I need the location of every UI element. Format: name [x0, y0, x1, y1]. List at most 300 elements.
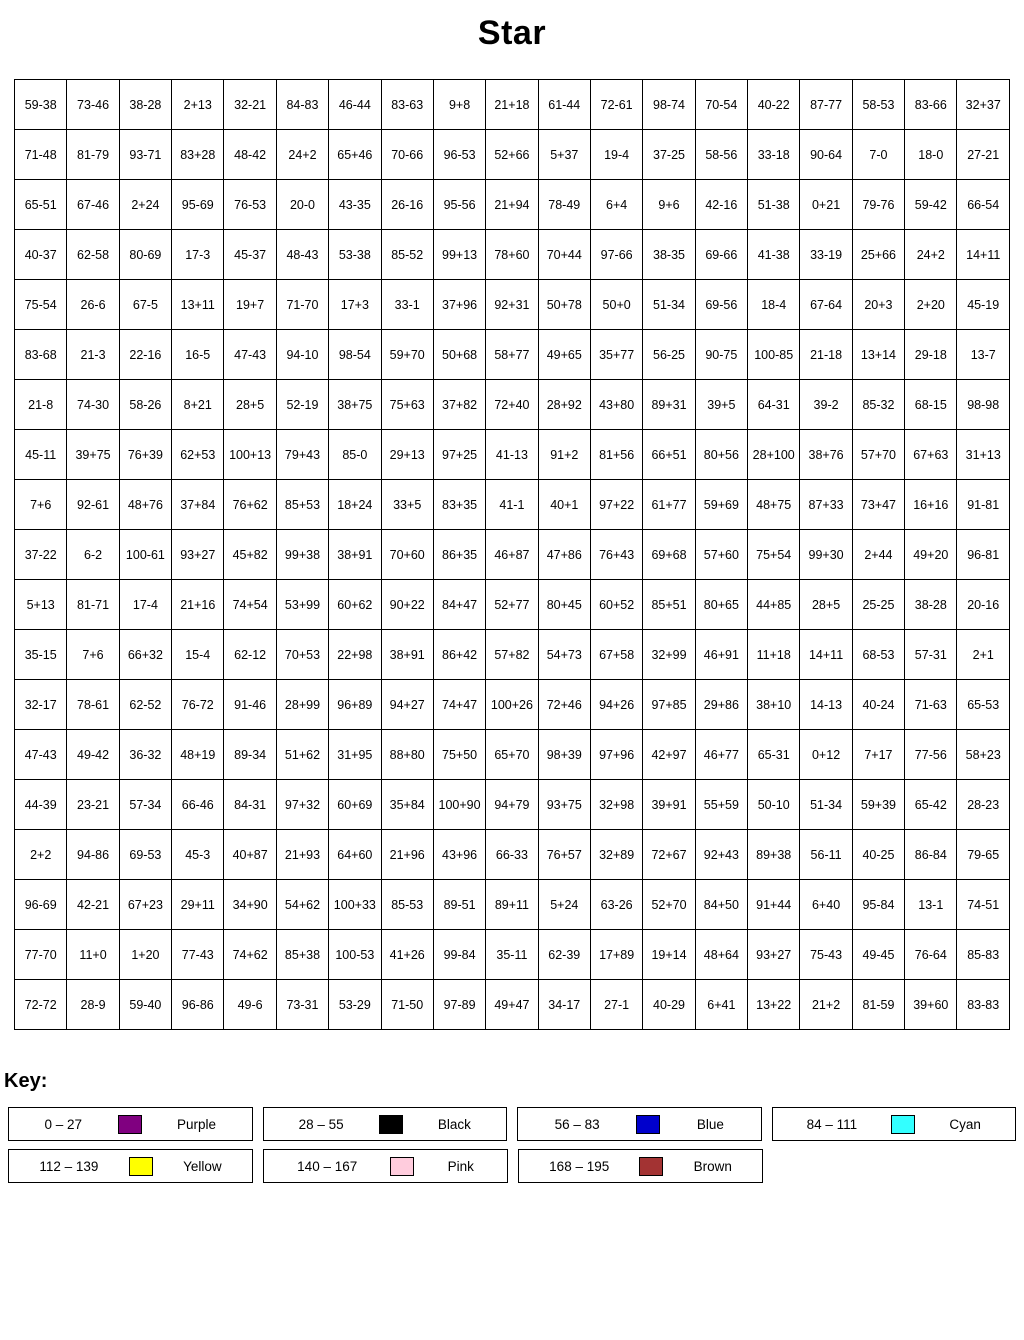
puzzle-cell: 78-49 [538, 180, 590, 230]
puzzle-grid-row [15, 130, 1010, 180]
puzzle-cell: 71-63 [905, 680, 957, 730]
puzzle-grid-row [15, 580, 1010, 630]
puzzle-cell: 58-26 [119, 380, 171, 430]
puzzle-cell: 99+30 [800, 530, 852, 580]
puzzle-cell: 35-11 [486, 930, 538, 980]
puzzle-cell: 18-0 [905, 130, 957, 180]
puzzle-cell: 88+80 [381, 730, 433, 780]
puzzle-cell: 53-29 [329, 980, 381, 1030]
puzzle-cell: 100+90 [433, 780, 485, 830]
puzzle-cell: 52+70 [643, 880, 695, 930]
puzzle-cell: 57+70 [852, 430, 904, 480]
key-spacer [773, 1149, 1016, 1183]
puzzle-cell: 83-66 [905, 80, 957, 130]
puzzle-cell: 21-18 [800, 330, 852, 380]
puzzle-cell: 96-69 [15, 880, 67, 930]
puzzle-cell: 35+84 [381, 780, 433, 830]
puzzle-cell: 81-71 [67, 580, 119, 630]
puzzle-grid-row [15, 180, 1010, 230]
puzzle-cell: 45-11 [15, 430, 67, 480]
puzzle-cell: 5+24 [538, 880, 590, 930]
puzzle-cell: 45+82 [224, 530, 276, 580]
puzzle-cell: 21+16 [172, 580, 224, 630]
puzzle-cell: 65+46 [329, 130, 381, 180]
puzzle-cell: 2+20 [905, 280, 957, 330]
puzzle-cell: 0+12 [800, 730, 852, 780]
puzzle-cell: 85+53 [276, 480, 328, 530]
puzzle-cell: 26-16 [381, 180, 433, 230]
puzzle-cell: 50-10 [748, 780, 800, 830]
puzzle-cell: 97+32 [276, 780, 328, 830]
key-row [8, 1107, 1016, 1141]
puzzle-cell: 40-25 [852, 830, 904, 880]
puzzle-cell: 47-43 [15, 730, 67, 780]
puzzle-cell: 42-16 [695, 180, 747, 230]
puzzle-cell: 76+39 [119, 430, 171, 480]
puzzle-cell: 76+43 [590, 530, 642, 580]
puzzle-cell: 27-21 [957, 130, 1010, 180]
puzzle-cell: 67-64 [800, 280, 852, 330]
puzzle-cell: 24+2 [276, 130, 328, 180]
puzzle-cell: 96-86 [172, 980, 224, 1030]
puzzle-cell: 41-13 [486, 430, 538, 480]
puzzle-cell: 13-7 [957, 330, 1010, 380]
key-item [517, 1107, 762, 1141]
puzzle-cell: 67-46 [67, 180, 119, 230]
puzzle-cell: 95-84 [852, 880, 904, 930]
key-color-label: Purple [177, 1116, 217, 1132]
puzzle-cell: 84+50 [695, 880, 747, 930]
puzzle-cell: 5+37 [538, 130, 590, 180]
puzzle-cell: 45-37 [224, 230, 276, 280]
puzzle-cell: 84-31 [224, 780, 276, 830]
puzzle-cell: 39+75 [67, 430, 119, 480]
puzzle-cell: 86+35 [433, 530, 485, 580]
puzzle-cell: 6-2 [67, 530, 119, 580]
puzzle-cell: 74-51 [957, 880, 1010, 930]
key-color-label: Cyan [949, 1116, 981, 1132]
puzzle-cell: 7-0 [852, 130, 904, 180]
puzzle-cell: 17+3 [329, 280, 381, 330]
puzzle-cell: 6+40 [800, 880, 852, 930]
puzzle-cell: 80+65 [695, 580, 747, 630]
puzzle-cell: 97+22 [590, 480, 642, 530]
puzzle-grid-row [15, 330, 1010, 380]
puzzle-cell: 95-69 [172, 180, 224, 230]
puzzle-cell: 76-53 [224, 180, 276, 230]
puzzle-cell: 48+75 [748, 480, 800, 530]
puzzle-cell: 93+75 [538, 780, 590, 830]
puzzle-cell: 96+89 [329, 680, 381, 730]
puzzle-cell: 34-17 [538, 980, 590, 1030]
key-color-swatch [390, 1157, 414, 1176]
puzzle-cell: 28+99 [276, 680, 328, 730]
puzzle-cell: 39+91 [643, 780, 695, 830]
puzzle-cell: 60+62 [329, 580, 381, 630]
puzzle-cell: 13+14 [852, 330, 904, 380]
puzzle-cell: 96-53 [433, 130, 485, 180]
puzzle-cell: 89+31 [643, 380, 695, 430]
puzzle-cell: 40-37 [15, 230, 67, 280]
puzzle-grid-row [15, 780, 1010, 830]
key-color-label: Black [437, 1116, 471, 1132]
puzzle-cell: 58-56 [695, 130, 747, 180]
puzzle-cell: 72+40 [486, 380, 538, 430]
puzzle-cell: 64+60 [329, 830, 381, 880]
key-color-swatch [891, 1115, 915, 1134]
key-color-label: Yellow [183, 1158, 222, 1174]
key-item [263, 1149, 508, 1183]
puzzle-cell: 72+67 [643, 830, 695, 880]
puzzle-grid-row [15, 480, 1010, 530]
puzzle-cell: 76-64 [905, 930, 957, 980]
puzzle-cell: 66+32 [119, 630, 171, 680]
puzzle-cell: 76+57 [538, 830, 590, 880]
key-color-label: Pink [447, 1158, 474, 1174]
puzzle-cell: 60+52 [590, 580, 642, 630]
puzzle-cell: 100+26 [486, 680, 538, 730]
puzzle-cell: 43+96 [433, 830, 485, 880]
puzzle-cell: 75+63 [381, 380, 433, 430]
puzzle-cell: 33-18 [748, 130, 800, 180]
key-range: 140 – 167 [297, 1158, 358, 1174]
puzzle-cell: 45-3 [172, 830, 224, 880]
puzzle-cell: 32+37 [957, 80, 1010, 130]
puzzle-grid-row [15, 230, 1010, 280]
puzzle-cell: 85-32 [852, 380, 904, 430]
puzzle-cell: 29+86 [695, 680, 747, 730]
puzzle-cell: 100-85 [748, 330, 800, 380]
puzzle-cell: 7+17 [852, 730, 904, 780]
puzzle-cell: 29+13 [381, 430, 433, 480]
puzzle-cell: 71-48 [15, 130, 67, 180]
puzzle-cell: 57+60 [695, 530, 747, 580]
puzzle-cell: 32+89 [590, 830, 642, 880]
puzzle-cell: 48+19 [172, 730, 224, 780]
puzzle-cell: 40-24 [852, 680, 904, 730]
puzzle-cell: 86+42 [433, 630, 485, 680]
puzzle-cell: 97-66 [590, 230, 642, 280]
puzzle-cell: 13-1 [905, 880, 957, 930]
puzzle-cell: 89-51 [433, 880, 485, 930]
puzzle-cell: 93+27 [748, 930, 800, 980]
puzzle-cell: 93-71 [119, 130, 171, 180]
puzzle-cell: 67-5 [119, 280, 171, 330]
puzzle-cell: 25-25 [852, 580, 904, 630]
puzzle-cell: 73-31 [276, 980, 328, 1030]
puzzle-cell: 72-61 [590, 80, 642, 130]
puzzle-cell: 59-40 [119, 980, 171, 1030]
puzzle-cell: 37+84 [172, 480, 224, 530]
key-color-swatch [639, 1157, 663, 1176]
puzzle-cell: 14-13 [800, 680, 852, 730]
puzzle-cell: 48+76 [119, 480, 171, 530]
puzzle-cell: 33-19 [800, 230, 852, 280]
puzzle-cell: 78+60 [486, 230, 538, 280]
puzzle-cell: 5+13 [15, 580, 67, 630]
puzzle-cell: 79-65 [957, 830, 1010, 880]
puzzle-cell: 17-4 [119, 580, 171, 630]
puzzle-cell: 100-53 [329, 930, 381, 980]
puzzle-cell: 37+82 [433, 380, 485, 430]
puzzle-cell: 41+26 [381, 930, 433, 980]
puzzle-cell: 65-31 [748, 730, 800, 780]
puzzle-cell: 48-42 [224, 130, 276, 180]
puzzle-cell: 73-46 [67, 80, 119, 130]
key-item [518, 1149, 763, 1183]
puzzle-grid [14, 79, 1010, 1030]
puzzle-cell: 69-66 [695, 230, 747, 280]
puzzle-cell: 94+79 [486, 780, 538, 830]
puzzle-cell: 92+43 [695, 830, 747, 880]
puzzle-grid-row [15, 630, 1010, 680]
puzzle-cell: 32-21 [224, 80, 276, 130]
puzzle-cell: 67+23 [119, 880, 171, 930]
puzzle-grid-row [15, 280, 1010, 330]
puzzle-cell: 85-83 [957, 930, 1010, 980]
puzzle-cell: 29-18 [905, 330, 957, 380]
puzzle-cell: 38+91 [329, 530, 381, 580]
puzzle-cell: 74+62 [224, 930, 276, 980]
puzzle-cell: 16-5 [172, 330, 224, 380]
puzzle-cell: 51-38 [748, 180, 800, 230]
puzzle-cell: 100+13 [224, 430, 276, 480]
key-section [0, 1107, 1024, 1183]
puzzle-cell: 90-64 [800, 130, 852, 180]
puzzle-cell: 46-44 [329, 80, 381, 130]
puzzle-cell: 83+35 [433, 480, 485, 530]
key-item [263, 1107, 508, 1141]
puzzle-cell: 39+5 [695, 380, 747, 430]
puzzle-cell: 35-15 [15, 630, 67, 680]
puzzle-cell: 70+60 [381, 530, 433, 580]
puzzle-cell: 21+93 [276, 830, 328, 880]
puzzle-cell: 95-56 [433, 180, 485, 230]
puzzle-cell: 53+99 [276, 580, 328, 630]
puzzle-cell: 50+78 [538, 280, 590, 330]
puzzle-cell: 91+44 [748, 880, 800, 930]
puzzle-cell: 87-77 [800, 80, 852, 130]
puzzle-cell: 38-35 [643, 230, 695, 280]
puzzle-cell: 77-70 [15, 930, 67, 980]
puzzle-cell: 97+96 [590, 730, 642, 780]
puzzle-cell: 59-38 [15, 80, 67, 130]
puzzle-cell: 63-26 [590, 880, 642, 930]
puzzle-cell: 77-56 [905, 730, 957, 780]
puzzle-cell: 43+80 [590, 380, 642, 430]
puzzle-cell: 99+38 [276, 530, 328, 580]
puzzle-cell: 91+2 [538, 430, 590, 480]
puzzle-cell: 66-54 [957, 180, 1010, 230]
puzzle-cell: 40-29 [643, 980, 695, 1030]
key-range: 28 – 55 [298, 1116, 344, 1132]
puzzle-cell: 70-66 [381, 130, 433, 180]
puzzle-cell: 89+38 [748, 830, 800, 880]
puzzle-cell: 6+41 [695, 980, 747, 1030]
puzzle-cell: 9+8 [433, 80, 485, 130]
puzzle-cell: 67+58 [590, 630, 642, 680]
puzzle-cell: 92-61 [67, 480, 119, 530]
puzzle-cell: 45-19 [957, 280, 1010, 330]
puzzle-cell: 58-53 [852, 80, 904, 130]
puzzle-cell: 22+98 [329, 630, 381, 680]
puzzle-cell: 50+68 [433, 330, 485, 380]
puzzle-cell: 21+96 [381, 830, 433, 880]
puzzle-cell: 67+63 [905, 430, 957, 480]
puzzle-cell: 32+98 [590, 780, 642, 830]
key-range: 84 – 111 [806, 1116, 858, 1132]
puzzle-cell: 41-38 [748, 230, 800, 280]
key-color-label: Brown [693, 1158, 732, 1174]
puzzle-cell: 23-21 [67, 780, 119, 830]
puzzle-cell: 32-17 [15, 680, 67, 730]
puzzle-cell: 29+11 [172, 880, 224, 930]
puzzle-cell: 76-72 [172, 680, 224, 730]
puzzle-cell: 72-72 [15, 980, 67, 1030]
puzzle-cell: 2+2 [15, 830, 67, 880]
puzzle-cell: 1+20 [119, 930, 171, 980]
puzzle-cell: 85+38 [276, 930, 328, 980]
puzzle-cell: 78-61 [67, 680, 119, 730]
puzzle-cell: 31+13 [957, 430, 1010, 480]
puzzle-cell: 94+26 [590, 680, 642, 730]
puzzle-cell: 57+82 [486, 630, 538, 680]
puzzle-cell: 77-43 [172, 930, 224, 980]
puzzle-cell: 49+47 [486, 980, 538, 1030]
puzzle-cell: 49-42 [67, 730, 119, 780]
puzzle-cell: 74+47 [433, 680, 485, 730]
puzzle-cell: 57-31 [905, 630, 957, 680]
puzzle-cell: 38+91 [381, 630, 433, 680]
puzzle-cell: 65-51 [15, 180, 67, 230]
puzzle-cell: 86-84 [905, 830, 957, 880]
puzzle-cell: 14+11 [800, 630, 852, 680]
puzzle-cell: 20+3 [852, 280, 904, 330]
puzzle-cell: 52-19 [276, 380, 328, 430]
puzzle-cell: 69-53 [119, 830, 171, 880]
puzzle-cell: 58+23 [957, 730, 1010, 780]
puzzle-cell: 59+39 [852, 780, 904, 830]
puzzle-cell: 9+6 [643, 180, 695, 230]
puzzle-grid-body [15, 80, 1010, 1030]
puzzle-cell: 47+86 [538, 530, 590, 580]
puzzle-cell: 26-6 [67, 280, 119, 330]
puzzle-cell: 7+6 [67, 630, 119, 680]
puzzle-cell: 21+2 [800, 980, 852, 1030]
puzzle-cell: 76+62 [224, 480, 276, 530]
puzzle-cell: 81-79 [67, 130, 119, 180]
puzzle-cell: 36-32 [119, 730, 171, 780]
puzzle-cell: 19+14 [643, 930, 695, 980]
puzzle-cell: 62-39 [538, 930, 590, 980]
puzzle-cell: 89-34 [224, 730, 276, 780]
key-color-label: Blue [696, 1116, 724, 1132]
puzzle-cell: 53-38 [329, 230, 381, 280]
puzzle-cell: 42+97 [643, 730, 695, 780]
puzzle-cell: 66-46 [172, 780, 224, 830]
puzzle-cell: 13+22 [748, 980, 800, 1030]
puzzle-cell: 39-2 [800, 380, 852, 430]
puzzle-cell: 42-21 [67, 880, 119, 930]
puzzle-cell: 98-54 [329, 330, 381, 380]
puzzle-cell: 21-3 [67, 330, 119, 380]
puzzle-cell: 2+44 [852, 530, 904, 580]
puzzle-grid-row [15, 830, 1010, 880]
puzzle-cell: 85-52 [381, 230, 433, 280]
puzzle-cell: 84+47 [433, 580, 485, 630]
key-range: 168 – 195 [549, 1158, 610, 1174]
puzzle-cell: 66-33 [486, 830, 538, 880]
puzzle-cell: 74-30 [67, 380, 119, 430]
puzzle-cell: 22-16 [119, 330, 171, 380]
puzzle-cell: 25+66 [852, 230, 904, 280]
puzzle-cell: 83+28 [172, 130, 224, 180]
puzzle-cell: 58+77 [486, 330, 538, 380]
puzzle-cell: 28+5 [224, 380, 276, 430]
puzzle-cell: 28-23 [957, 780, 1010, 830]
puzzle-cell: 70+44 [538, 230, 590, 280]
puzzle-cell: 64-31 [748, 380, 800, 430]
puzzle-cell: 21-8 [15, 380, 67, 430]
puzzle-cell: 49-6 [224, 980, 276, 1030]
puzzle-cell: 74+54 [224, 580, 276, 630]
puzzle-cell: 18-4 [748, 280, 800, 330]
puzzle-grid-row [15, 980, 1010, 1030]
puzzle-cell: 7+6 [15, 480, 67, 530]
puzzle-cell: 83-63 [381, 80, 433, 130]
puzzle-cell: 44+85 [748, 580, 800, 630]
key-color-swatch [118, 1115, 142, 1134]
puzzle-cell: 89+11 [486, 880, 538, 930]
puzzle-grid-row [15, 880, 1010, 930]
puzzle-grid-row [15, 80, 1010, 130]
puzzle-cell: 11+18 [748, 630, 800, 680]
puzzle-cell: 96-81 [957, 530, 1010, 580]
puzzle-cell: 80+56 [695, 430, 747, 480]
puzzle-cell: 2+24 [119, 180, 171, 230]
puzzle-cell: 33-1 [381, 280, 433, 330]
puzzle-cell: 52+66 [486, 130, 538, 180]
puzzle-cell: 61+77 [643, 480, 695, 530]
puzzle-cell: 94-10 [276, 330, 328, 380]
puzzle-cell: 65+70 [486, 730, 538, 780]
puzzle-cell: 20-16 [957, 580, 1010, 630]
puzzle-cell: 69-56 [695, 280, 747, 330]
puzzle-cell: 91-81 [957, 480, 1010, 530]
puzzle-cell: 37-22 [15, 530, 67, 580]
puzzle-cell: 92+31 [486, 280, 538, 330]
puzzle-cell: 51+62 [276, 730, 328, 780]
puzzle-cell: 100+33 [329, 880, 381, 930]
key-range: 0 – 27 [44, 1116, 83, 1132]
puzzle-grid-wrapper [14, 79, 1010, 1030]
puzzle-cell: 14+11 [957, 230, 1010, 280]
puzzle-cell: 37+96 [433, 280, 485, 330]
puzzle-cell: 38+10 [748, 680, 800, 730]
puzzle-cell: 15-4 [172, 630, 224, 680]
puzzle-cell: 54+73 [538, 630, 590, 680]
puzzle-cell: 28-9 [67, 980, 119, 1030]
puzzle-cell: 75+54 [748, 530, 800, 580]
key-item [772, 1107, 1017, 1141]
puzzle-cell: 21+94 [486, 180, 538, 230]
puzzle-cell: 69+68 [643, 530, 695, 580]
puzzle-cell: 55+59 [695, 780, 747, 830]
puzzle-cell: 75+50 [433, 730, 485, 780]
puzzle-grid-row [15, 930, 1010, 980]
puzzle-cell: 19+7 [224, 280, 276, 330]
puzzle-cell: 81+56 [590, 430, 642, 480]
